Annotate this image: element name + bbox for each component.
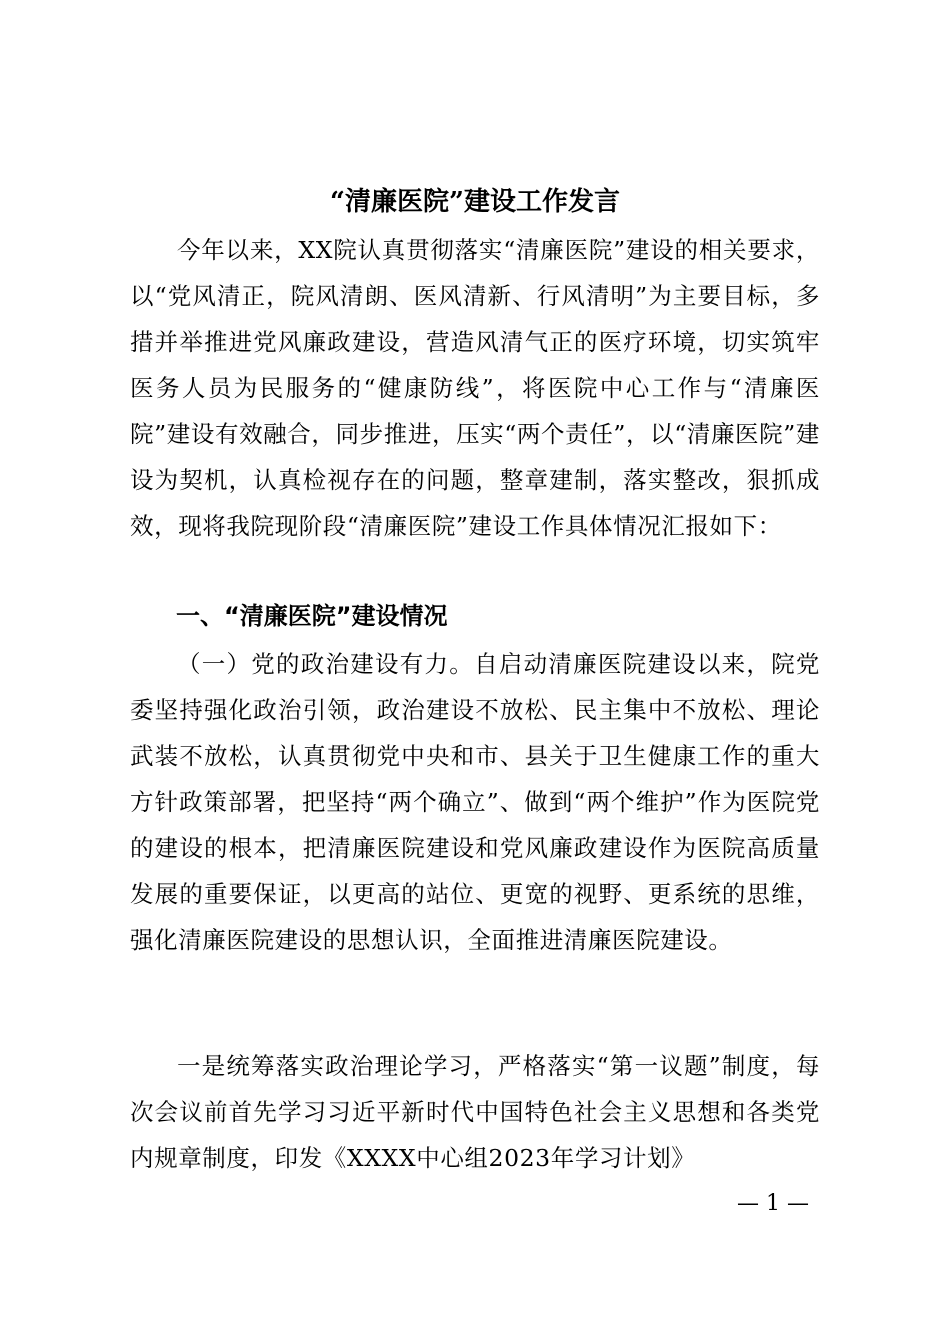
subsection-lead: （一）党的政治建设有力。 bbox=[177, 650, 475, 678]
section-heading-1: 一、“清廉医院”建设情况 bbox=[176, 602, 448, 630]
document-title: “清廉医院”建设工作发言 bbox=[330, 187, 620, 217]
paragraph-intro: 今年以来，XX院认真贯彻落实“清廉医院”建设的相关要求，以“党风清正，院风清朗、医风清新、行风清明”为主要目标，多措并举推进党风廉政建设，营造风清气正的医疗环境，切实筑牢医务人员为民服务的“健康防线”，将医院中心工作与“清廉医院”建设有效融合，同步推进，压实“两个责任”，以“清廉医院”建设为契机，认真检视存在的问题，整章建制，落实整改，狠抓成效，现将我院现阶段“清廉医院”建设工作具体情况汇报如下： bbox=[130, 236, 820, 540]
paragraph-theory-study: 一是统筹落实政治理论学习，严格落实“第一议题”制度，每次会议前首先学习习近平新时代中国特色社会主义思想和各类党内规章制度，印发《XXXX中心组2023年学习计划》 bbox=[130, 1052, 820, 1172]
page-number: — 1 — bbox=[737, 1191, 809, 1216]
paragraph-party-building-body: 自启动清廉医院建设以来，院党委坚持强化政治引领，政治建设不放松、民主集中不放松、理论武装不放松，认真贯彻党中央和市、县关于卫生健康工作的重大方针政策部署，把坚持“两个确立”、做到“两个维护”作为医院党的建设的根本，把清廉医院建设和党风廉政建设作为医院高质量发展的重要保证，以更高的站位、更宽的视野、更系统的思维，强化清廉医院建设的思想认识，全面推进清廉医院建设。 bbox=[130, 650, 821, 954]
paragraph-party-building bbox=[130, 641, 820, 963]
